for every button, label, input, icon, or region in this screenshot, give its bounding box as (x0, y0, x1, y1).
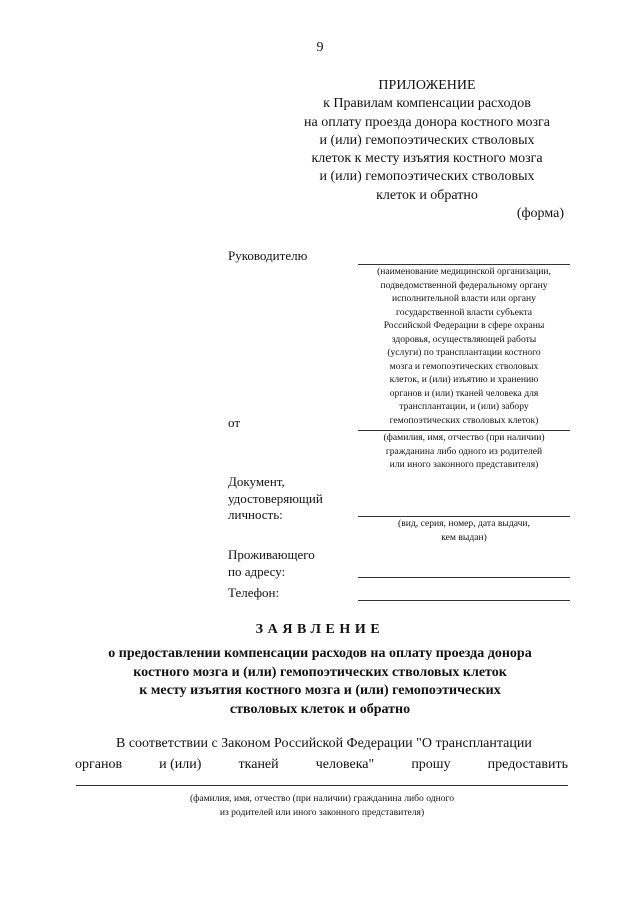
hint-line: Российской Федерации в сфере охраны (383, 320, 545, 331)
phone-label: Телефон: (228, 585, 280, 600)
appendix-line: к Правилам компенсации расходов (323, 96, 531, 112)
label-line: по адресу: (228, 563, 286, 579)
hint-line: (вид, серия, номер, дата выдачи, (398, 518, 530, 529)
hint-line: мозга и гемопоэтических стволовых (389, 360, 539, 372)
body-line-1: В соответствии с Законом Российской Федерации "О трансплантации (116, 736, 532, 751)
address-line[interactable] (358, 577, 570, 578)
hint-line: трансплантации, и (или) забору (399, 401, 529, 412)
hint-line: или иного законного представителя) (389, 459, 539, 470)
label-line: личность: (228, 507, 283, 522)
applicant-name-hint (76, 792, 568, 819)
subtitle-line: костного мозга и (или) гемопоэтических стволовых клеток (133, 664, 507, 680)
appendix-line: и (или) гемопоэтических стволовых (319, 169, 535, 185)
body-word: органов (75, 757, 123, 772)
hint-line: кем выдан) (441, 531, 487, 543)
hint-line: (наименование медицинской организации, (377, 266, 551, 277)
page-number: 9 (316, 40, 324, 55)
hint-line: (фамилия, имя, отчество (при наличии) гражданина либо одного (189, 793, 455, 804)
recipient-hint (358, 265, 570, 427)
applicant-name-line[interactable] (76, 785, 568, 786)
recipient-label: Руководителю (228, 248, 308, 263)
hint-line: из родителей или иного законного представителя) (219, 806, 425, 818)
hint-line: (услуги) по трансплантации костного (387, 347, 541, 358)
hint-line: клеток, и (или) изъятию и хранению (389, 374, 539, 385)
body-word: прошу (411, 757, 451, 772)
form-mark: (форма) (516, 206, 564, 221)
body-word: человека" (315, 757, 375, 772)
subtitle-line: стволовых клеток и обратно (229, 701, 411, 717)
hint-line: органов и (или) тканей человека для (389, 387, 539, 399)
hint-line: исполнительной власти или органу (392, 293, 536, 304)
appendix-line: клеток и обратно (376, 187, 478, 203)
phone-line[interactable] (358, 600, 570, 601)
hint-line: гражданина либо одного из родителей (385, 445, 543, 457)
hint-line: подведомственной федеральному органу (380, 279, 548, 291)
hint-line: здоровья, осуществляющей работы (391, 333, 537, 345)
from-hint (358, 431, 570, 472)
from-label: от (228, 415, 241, 430)
appendix-header (270, 77, 584, 205)
hint-line: (фамилия, имя, отчество (при наличии) (383, 432, 545, 443)
appendix-line: клеток к месту изъятия костного мозга (311, 151, 543, 167)
label-line: удостоверяющий (228, 490, 323, 506)
identity-document-hint (358, 517, 570, 544)
appendix-line: на оплату проезда донора костного мозга (304, 114, 550, 130)
hint-line: гемопоэтических стволовых клеток) (389, 414, 539, 426)
subtitle-line: о предоставлении компенсации расходов на оплату проезда донора (108, 646, 532, 661)
statement-title: ЗАЯВЛЕНИЕ (255, 622, 385, 637)
body-line-2 (75, 756, 568, 774)
appendix-line: и (или) гемопоэтических стволовых (319, 132, 535, 148)
body-word: предоставить (487, 757, 568, 772)
identity-document-label (228, 474, 323, 524)
hint-line: государственной власти субъекта (396, 306, 532, 318)
subtitle-line: к месту изъятия костного мозга и (или) гемопоэтических (139, 683, 501, 698)
label-line: Документ, (228, 474, 285, 489)
body-word: тканей (238, 757, 279, 772)
label-line: Проживающего (228, 547, 315, 562)
appendix-title: ПРИЛОЖЕНИЕ (378, 78, 476, 93)
address-label (228, 547, 315, 580)
body-word: и (или) (159, 757, 202, 772)
statement-subtitle (60, 645, 580, 719)
